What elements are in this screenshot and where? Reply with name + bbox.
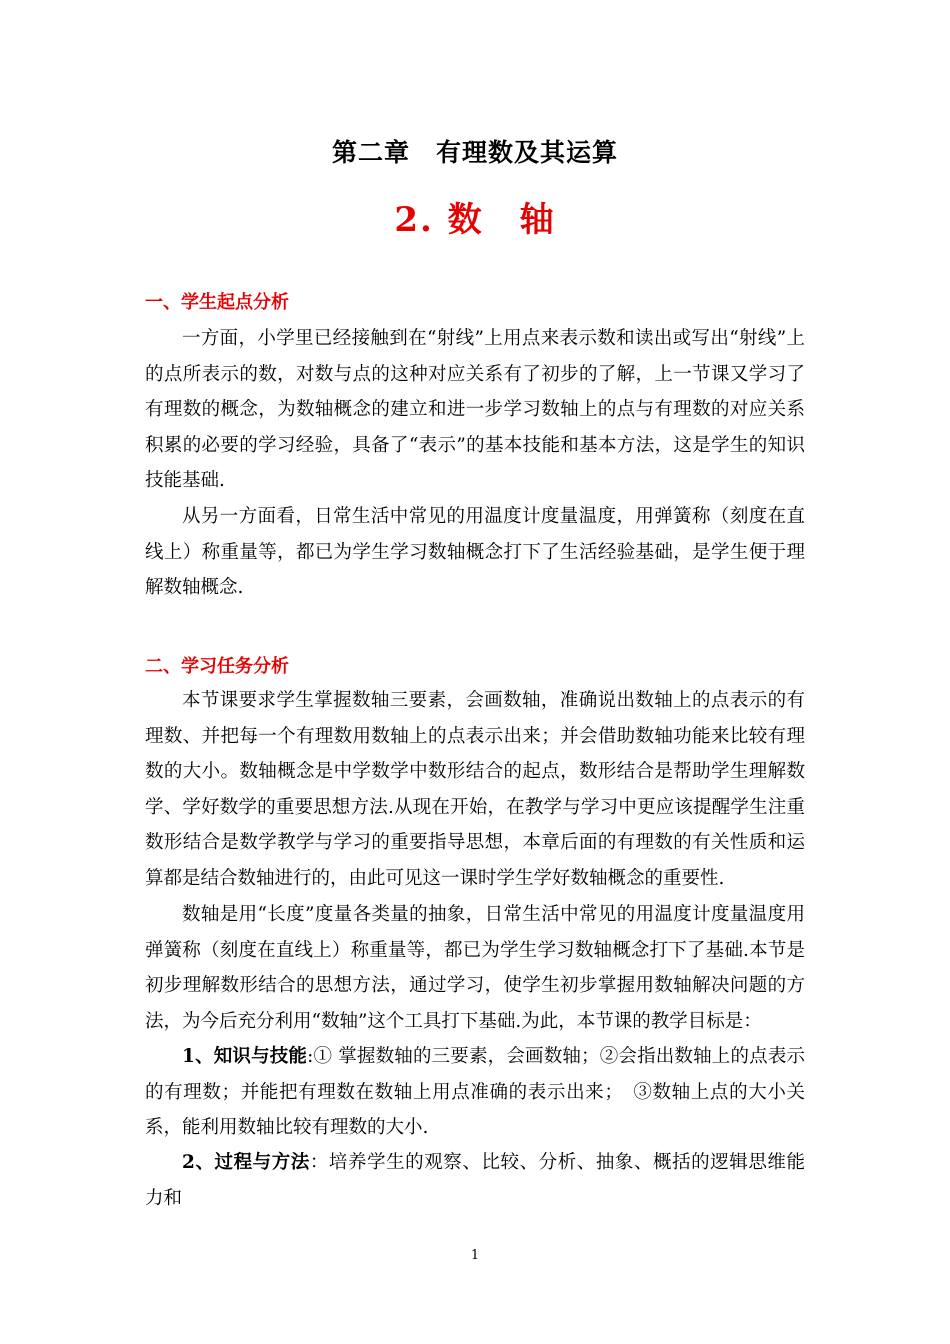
goal-text: :① 掌握数轴的三要素，会画数轴；②会指出数轴上的点表示的有理数；并能把有理数在数轴上用点准确的表示出来； ③数轴上点的大小关系，能利用数轴比较有理数的大小. — [145, 1046, 805, 1138]
section-heading-task-analysis: 二、学习任务分析 — [145, 656, 289, 677]
lesson-title: 2. 数 轴 — [394, 200, 556, 240]
goal-process-method — [145, 1145, 805, 1216]
paragraph: 数轴是用“长度”度量各类量的抽象，日常生活中常见的用温度计度量温度用弹簧称（刻度在直线上）称重量等，都已为学生学习数轴概念打下了基础.本节是初步理解数形结合的思想方法，通过学习，使学生初步掌握用数轴解决问题的方法，为今后充分利用“数轴”这个工具打下基础.为此，本节课的教学目标是： — [145, 904, 805, 1032]
goal-label: 1、知识与技能 — [182, 1046, 308, 1067]
chapter-title: 第二章 有理数及其运算 — [331, 138, 618, 167]
paragraph: 一方面，小学里已经接触到在“射线”上用点来表示数和读出或写出“射线”上的点所表示的数，对数与点的这种对应关系有了初步的了解，上一节课又学习了有理数的概念，为数轴概念的建立和进一步学习数轴上的点与有理数的对应关系积累的必要的学习经验，具备了“表示”的基本技能和基本方法，这是学生的知识技能基础. — [145, 328, 805, 491]
paragraph: 本节课要求学生掌握数轴三要素，会画数轴，准确说出数轴上的点表示的有理数、并把每一个有理数用数轴上的点表示出来；并会借助数轴功能来比较有理数的大小。数轴概念是中学数学中数形结合的起点，数形结合是帮助学生理解数学、学好数学的重要思想方法.从现在开始，在教学与学习中更应该提醒学生注重数形结合是数学教学与学习的重要指导思想，本章后面的有理数的有关性质和运算都是结合数轴进行的，由此可见这一课时学生学好数轴概念的重要性. — [145, 690, 805, 889]
section-heading-student-analysis: 一、学生起点分析 — [145, 292, 289, 313]
page-number: 1 — [470, 1248, 480, 1263]
goal-knowledge-skills — [145, 1039, 805, 1146]
goal-text: ：培养学生的观察、比较、分析、抽象、概括的逻辑思维能力和 — [145, 1152, 805, 1209]
goal-label: 2、过程与方法 — [182, 1152, 310, 1173]
paragraph: 从另一方面看，日常生活中常见的用温度计度量温度，用弹簧称（刻度在直线上）称重量等，都已为学生学习数轴概念打下了生活经验基础，是学生便于理解数轴概念. — [145, 506, 805, 598]
